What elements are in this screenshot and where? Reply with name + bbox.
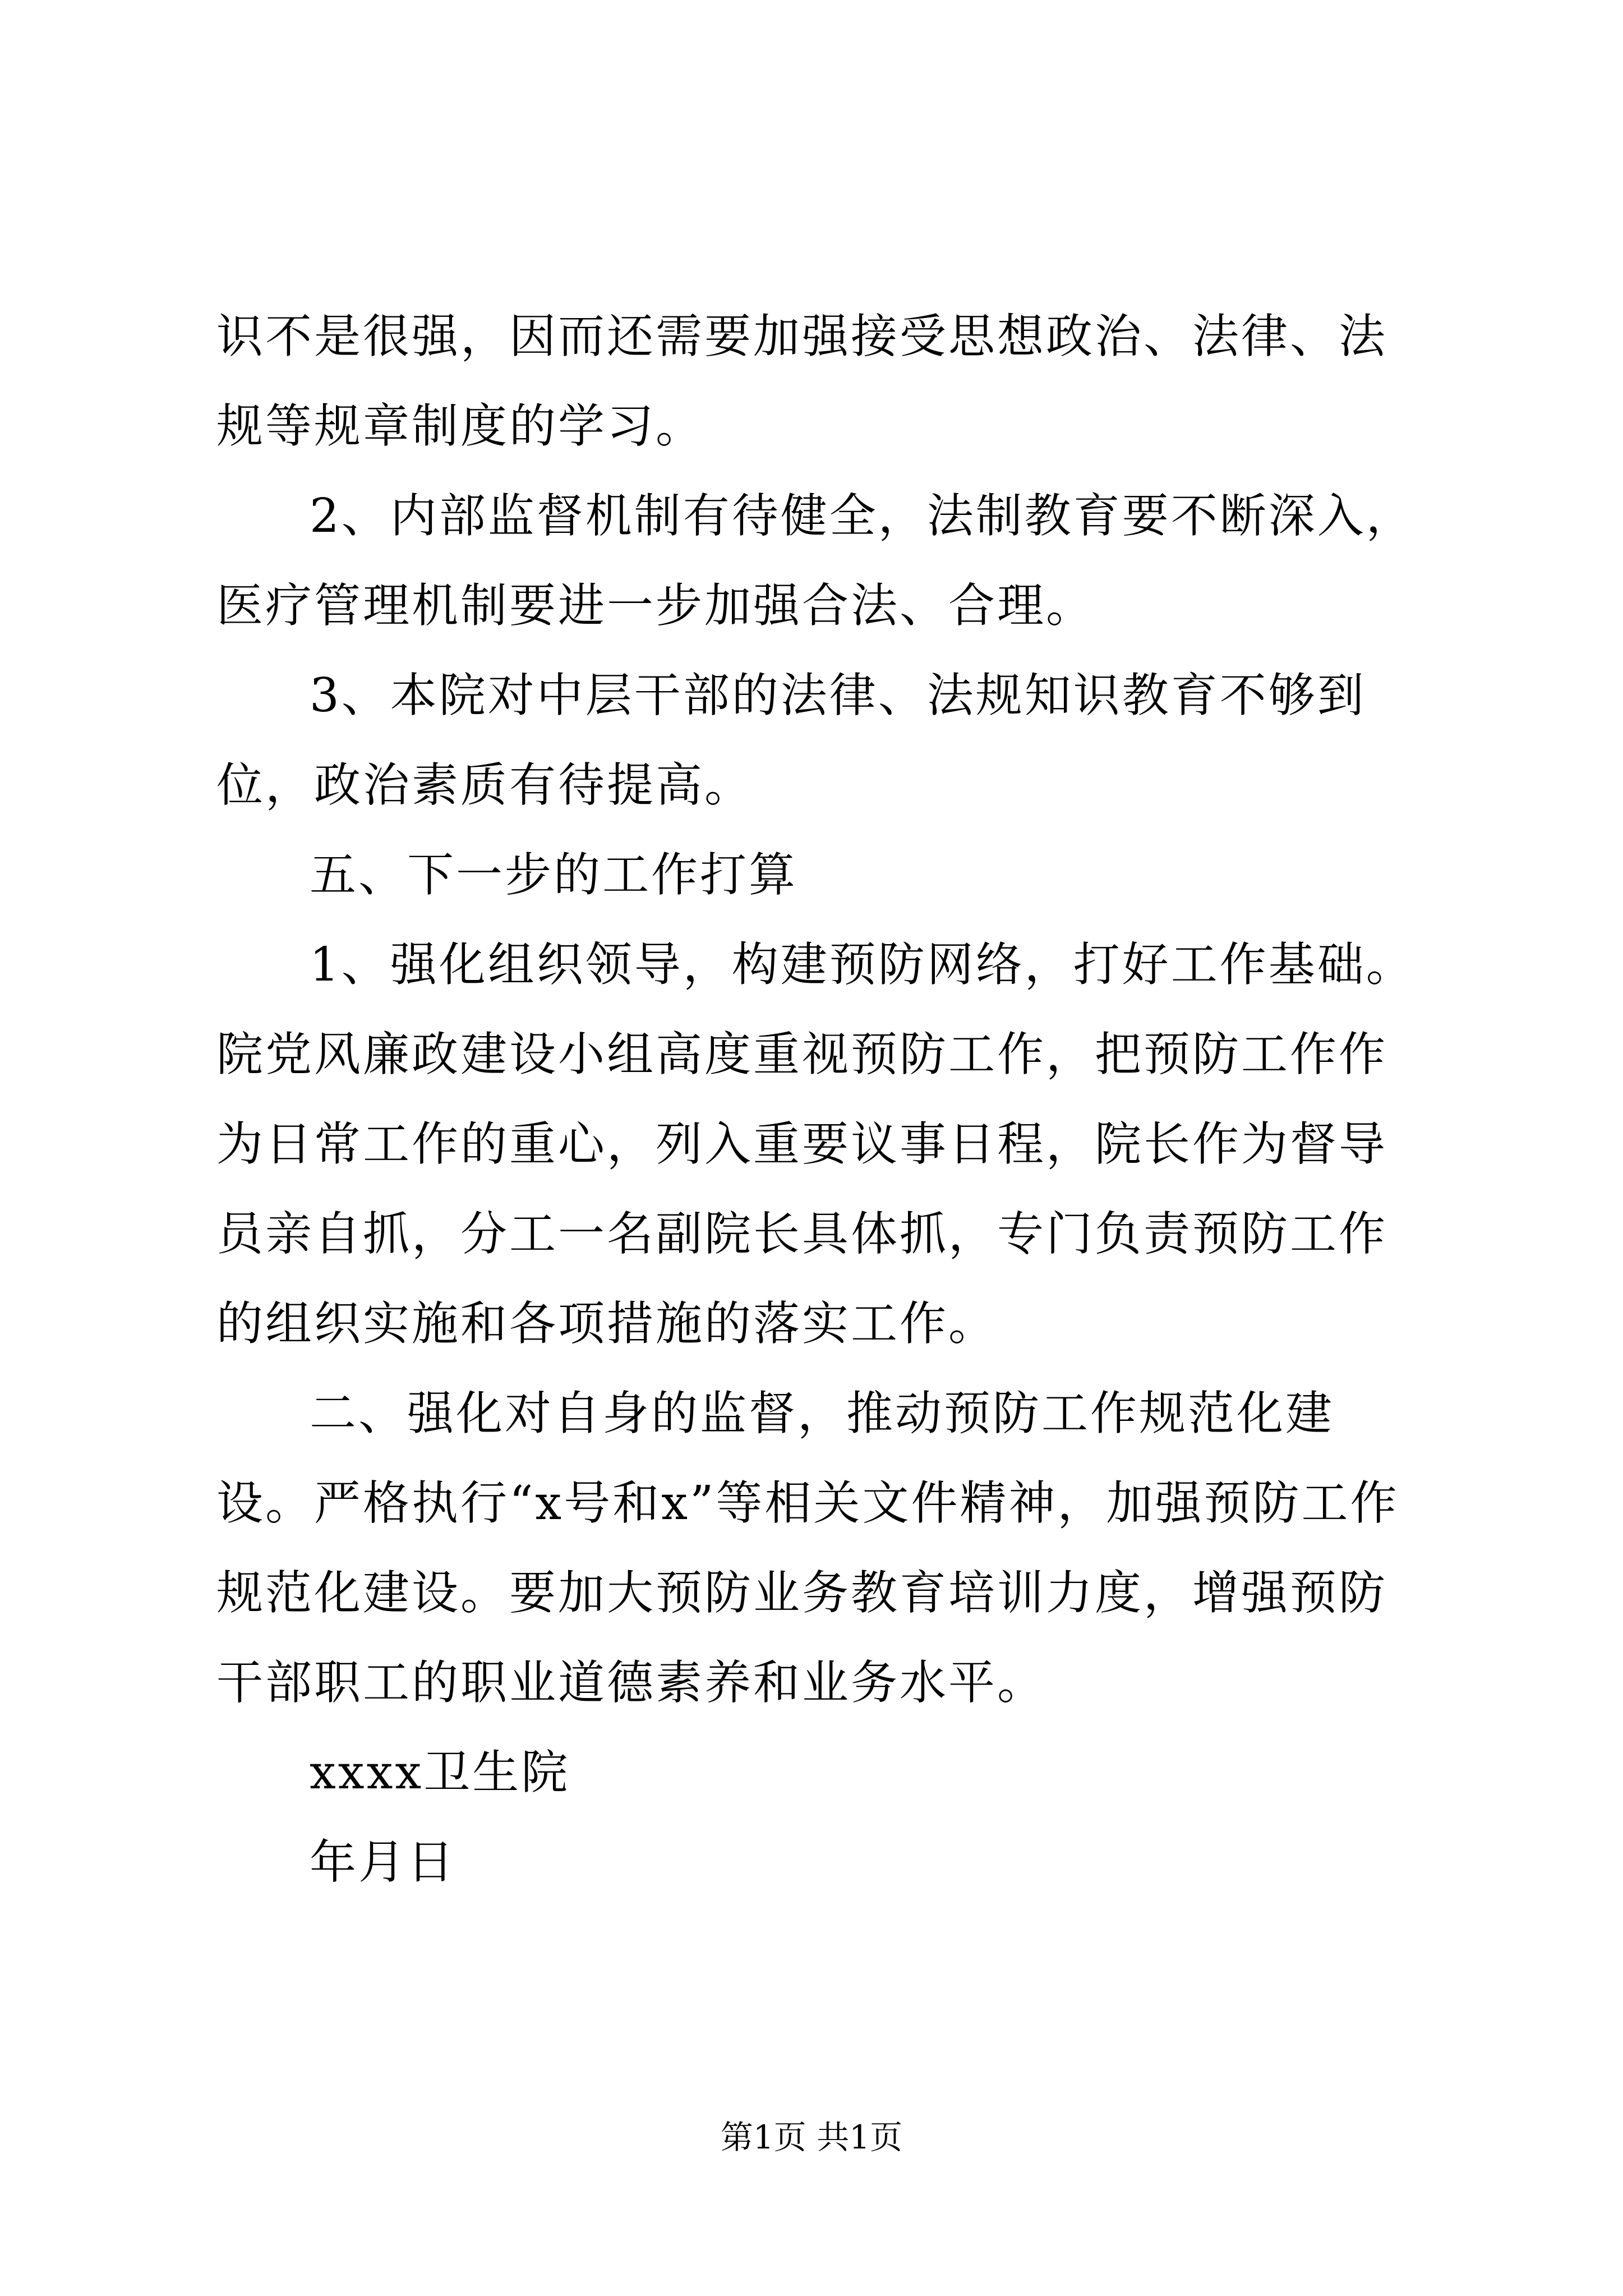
paragraph-plan-1: 1、强化组织领导，构建预防网络，打好工作基础。院党风廉政建设小组高度重视预防工作，把预防工作作为日常工作的重心，列入重要议事日程，院长作为督导员亲自抓，分工一名副院长具体抓，专门负责预防工作的组织实施和各项措施的落实工作。 bbox=[216, 937, 1415, 1351]
page-footer: 第1页 共1页 bbox=[720, 2118, 903, 2156]
body-text bbox=[216, 292, 1422, 1907]
paragraph-item-2: 2、内部监督机制有待健全，法制教育要不断深入，医疗管理机制要进一步加强合法、合理。 bbox=[216, 489, 1415, 633]
paragraph-plan-2: 二、强化对自身的监督，推动预防工作规范化建设。严格执行“x号和x”等相关文件精神，加强预防工作规范化建设。要加大预防业务教育培训力度，增强预防干部职工的职业道德素养和业务水平。 bbox=[216, 1386, 1399, 1710]
signature-date: 年月日 bbox=[310, 1835, 456, 1889]
paragraph-continuation: 识不是很强，因而还需要加强接受思想政治、法律、法规等规章制度的学习。 bbox=[216, 309, 1387, 453]
signature-organization: xxxx卫生院 bbox=[310, 1745, 570, 1800]
paragraph-item-3: 3、本院对中层干部的法律、法规知识教育不够到位，政治素质有待提高。 bbox=[216, 668, 1366, 812]
section-heading: 五、下一步的工作打算 bbox=[310, 848, 797, 902]
